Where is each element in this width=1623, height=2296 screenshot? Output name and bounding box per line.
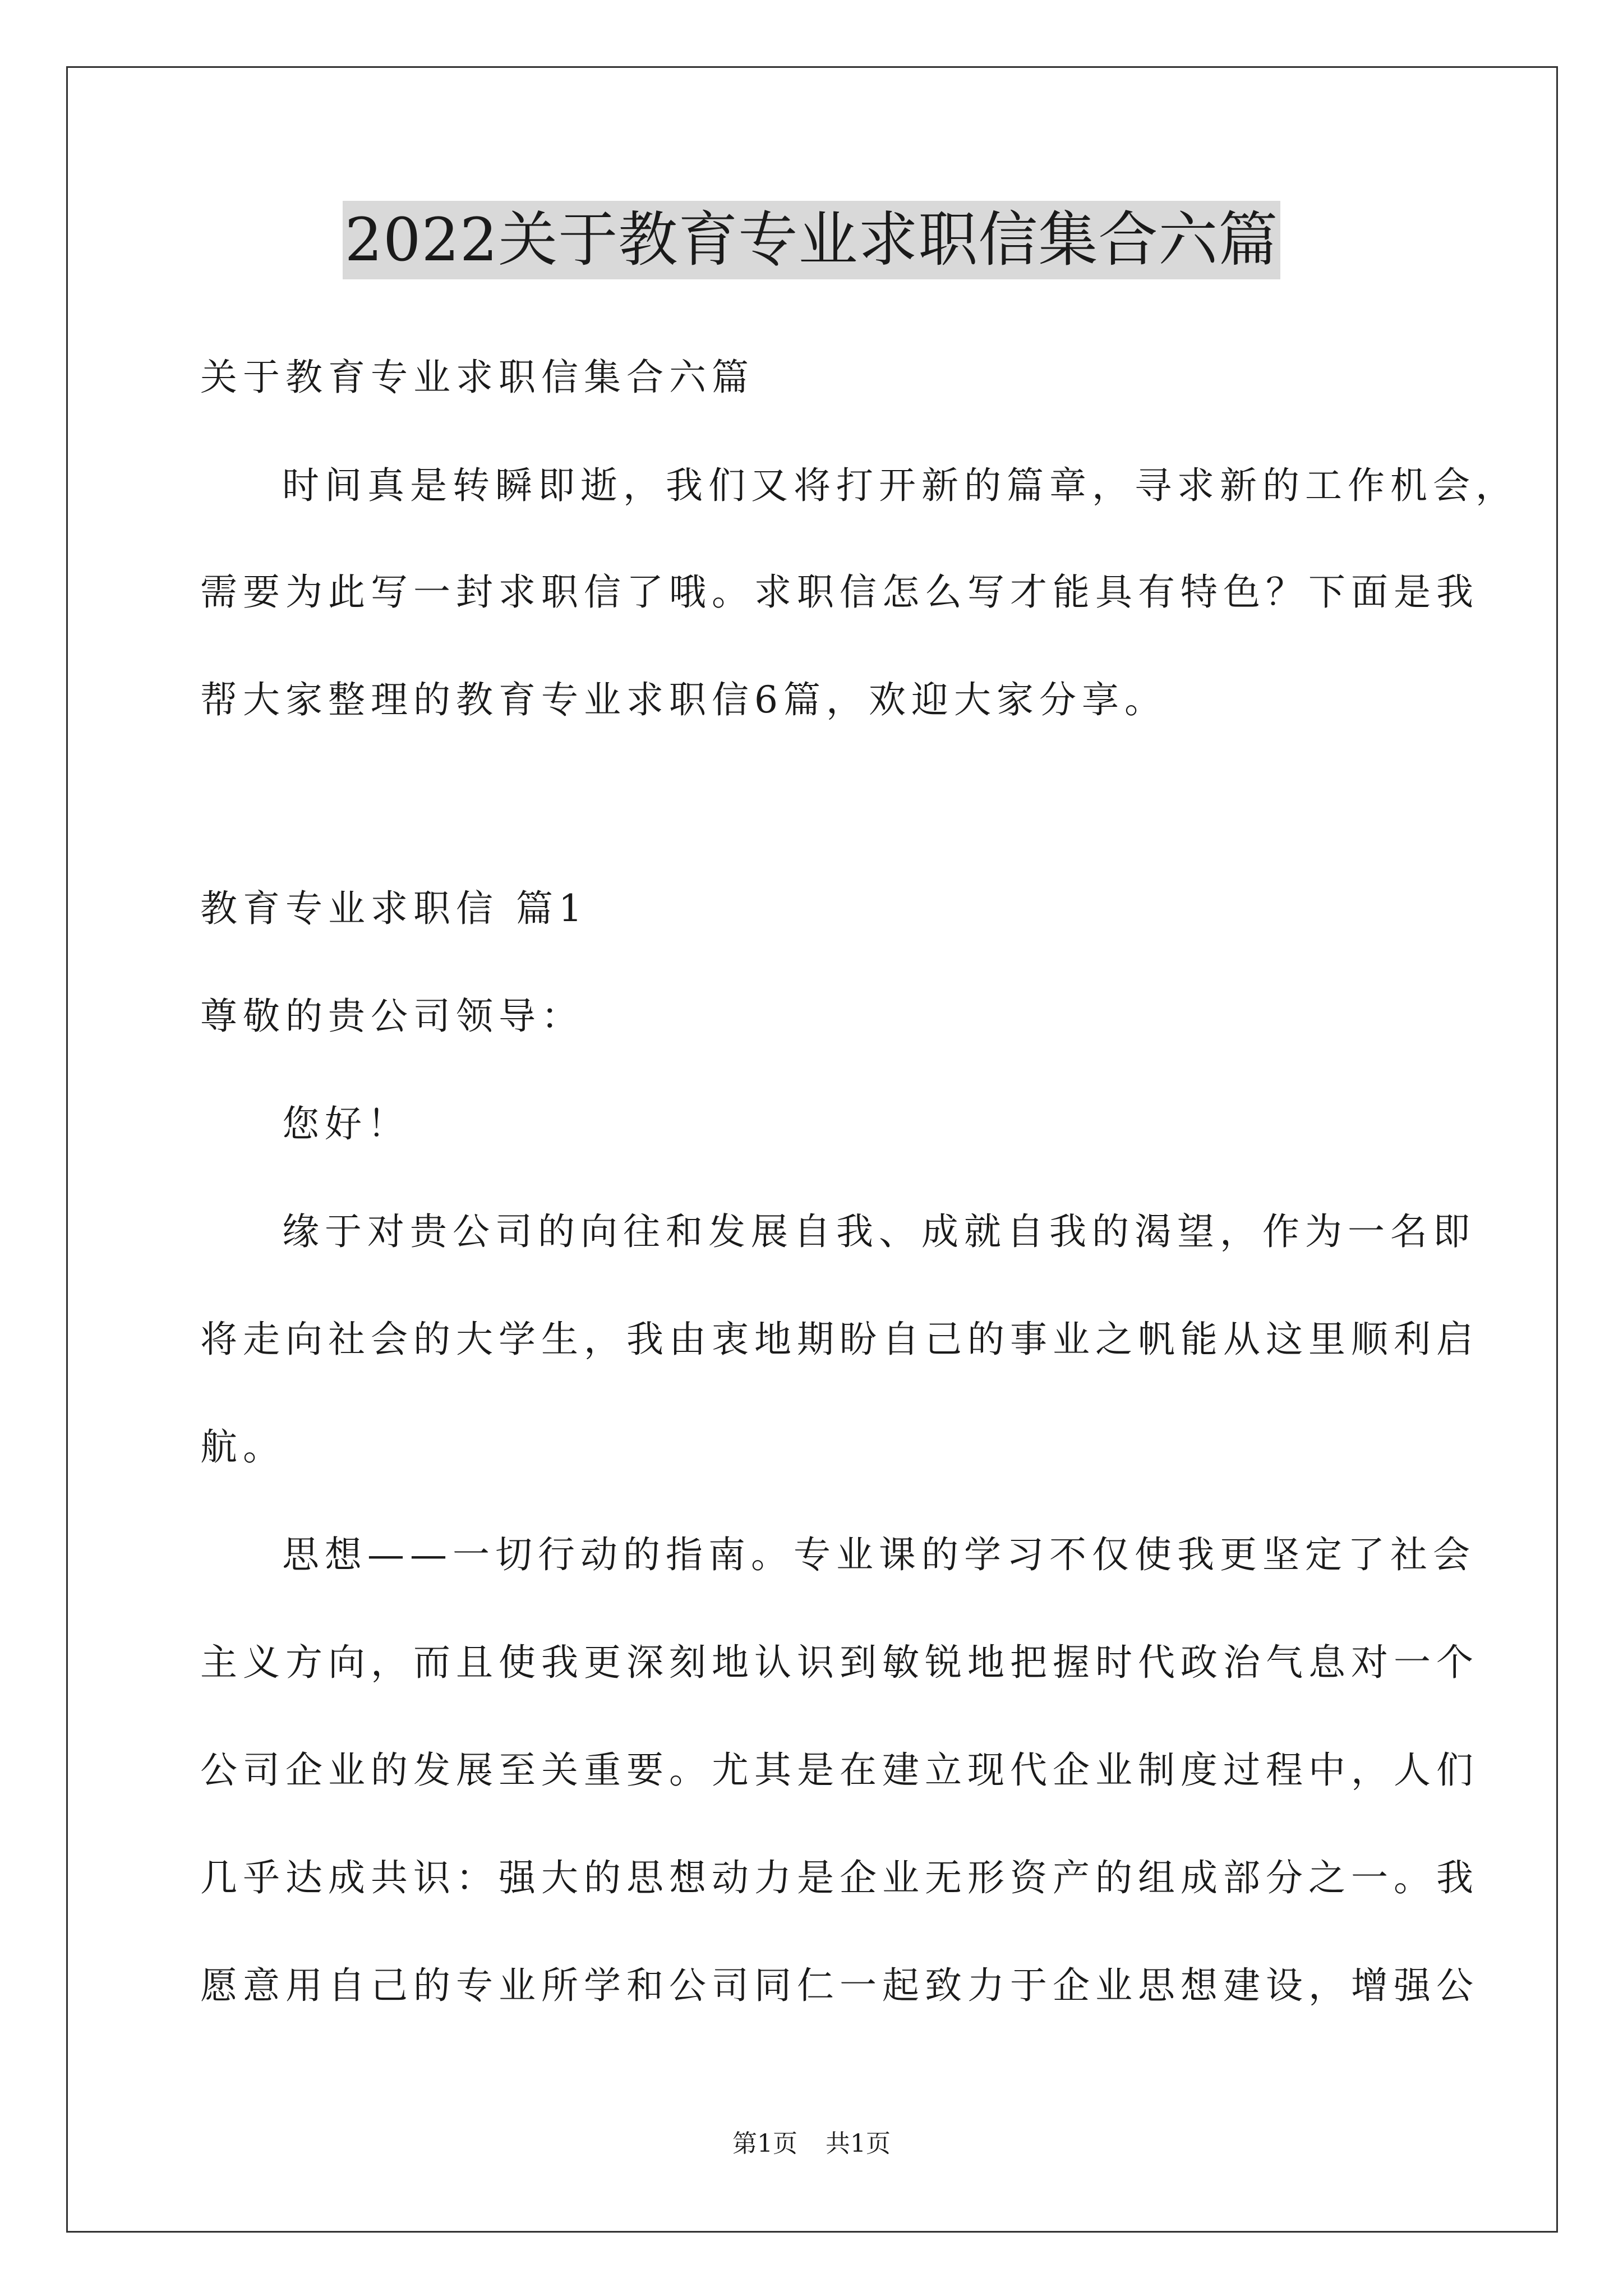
title-container <box>0 201 1623 279</box>
intro-line: 时间真是转瞬即逝，我们又将打开新的篇章，寻求新的工作机会， <box>282 464 1518 507</box>
document-subtitle: 关于教育专业求职信集合六篇 <box>200 356 754 399</box>
paragraph-line: 公司企业的发展至关重要。尤其是在建立现代企业制度过程中，人们 <box>200 1749 1479 1792</box>
page-footer <box>0 2127 1623 2161</box>
paragraph-line: 思想——一切行动的指南。专业课的学习不仅使我更坚定了社会 <box>282 1533 1476 1576</box>
paragraph-line: 将走向社会的大学生，我由衷地期盼自己的事业之帆能从这里顺利启 <box>200 1318 1479 1361</box>
paragraph-line: 主义方向，而且使我更深刻地认识到敏锐地把握时代政治气息对一个 <box>200 1641 1479 1684</box>
intro-line: 需要为此写一封求职信了哦。求职信怎么写才能具有特色？下面是我 <box>200 570 1479 614</box>
paragraph-line: 愿意用自己的专业所学和公司同仁一起致力于企业思想建设，增强公 <box>200 1964 1479 2007</box>
page-total: 共1页 <box>826 2129 891 2158</box>
salutation: 尊敬的贵公司领导： <box>200 995 584 1038</box>
intro-line: 帮大家整理的教育专业求职信6篇，欢迎大家分享。 <box>200 678 1167 721</box>
paragraph-line: 几乎达成共识：强大的思想动力是企业无形资产的组成部分之一。我 <box>200 1856 1479 1899</box>
page-number: 第1页 <box>732 2129 797 2158</box>
greeting: 您好！ <box>282 1102 410 1145</box>
paragraph-line: 缘于对贵公司的向往和发展自我、成就自我的渴望，作为一名即 <box>282 1210 1476 1253</box>
paragraph-line: 航。 <box>200 1425 285 1469</box>
section-heading: 教育专业求职信 篇1 <box>200 887 588 930</box>
document-title: 2022关于教育专业求职信集合六篇 <box>343 201 1281 279</box>
